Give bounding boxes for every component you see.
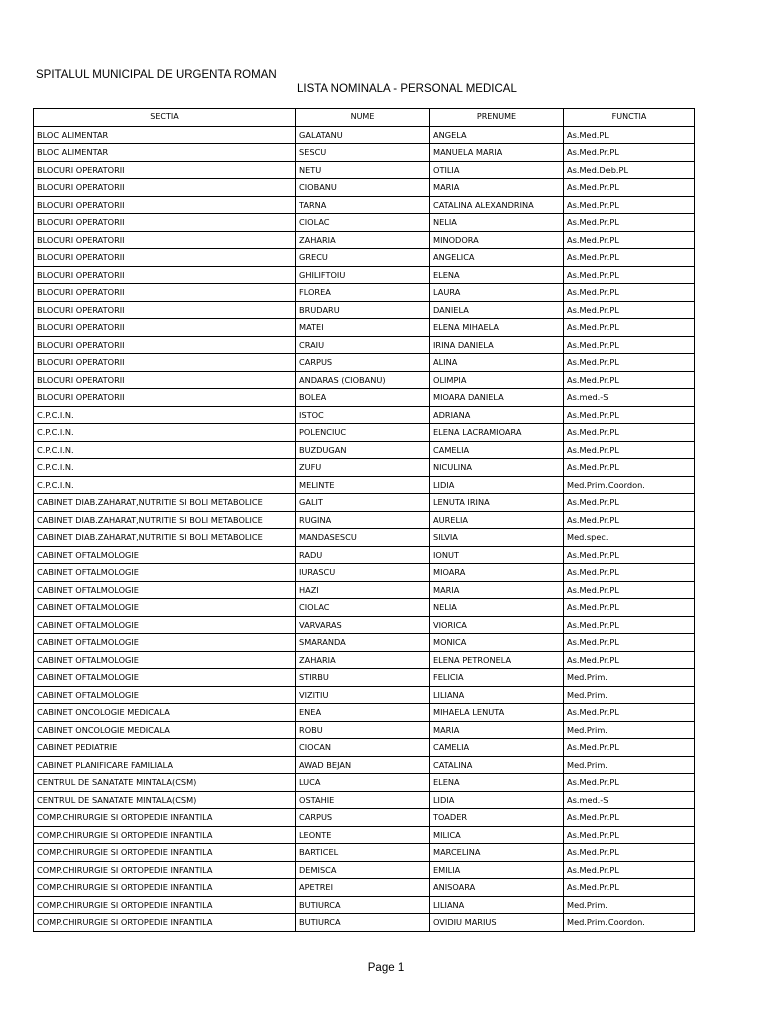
cell-nume: OSTAHIE [296,791,430,809]
cell-functia: As.Med.Pr.PL [564,266,695,284]
table-row [34,424,695,442]
cell-nume: POLENCIUC [296,424,430,442]
cell-sectia: BLOCURI OPERATORII [34,354,296,372]
cell-functia: As.Med.Pr.PL [564,581,695,599]
cell-sectia: BLOCURI OPERATORII [34,284,296,302]
table-row [34,721,695,739]
cell-prenume: MIOARA DANIELA [430,389,564,407]
cell-functia: As.Med.Pr.PL [564,599,695,617]
table-row [34,896,695,914]
table-row [34,669,695,687]
cell-sectia: C.P.C.I.N. [34,424,296,442]
cell-sectia: CABINET DIAB.ZAHARAT,NUTRITIE SI BOLI METABOLICE [34,511,296,529]
cell-functia: As.Med.Pr.PL [564,406,695,424]
cell-sectia: COMP.CHIRURGIE SI ORTOPEDIE INFANTILA [34,826,296,844]
cell-nume: FLOREA [296,284,430,302]
cell-prenume: DANIELA [430,301,564,319]
cell-functia: As.Med.Pr.PL [564,564,695,582]
cell-nume: LEONTE [296,826,430,844]
cell-sectia: C.P.C.I.N. [34,459,296,477]
cell-prenume: LILIANA [430,896,564,914]
cell-nume: STIRBU [296,669,430,687]
cell-nume: CIOBANU [296,179,430,197]
cell-sectia: BLOCURI OPERATORII [34,319,296,337]
cell-prenume: OLIMPIA [430,371,564,389]
cell-prenume: LIDIA [430,791,564,809]
cell-prenume: ANGELICA [430,249,564,267]
cell-sectia: CABINET OFTALMOLOGIE [34,581,296,599]
table-row [34,861,695,879]
cell-prenume: LAURA [430,284,564,302]
cell-nume: IURASCU [296,564,430,582]
table-row [34,196,695,214]
cell-prenume: MONICA [430,634,564,652]
cell-sectia: CABINET PLANIFICARE FAMILIALA [34,756,296,774]
cell-nume: ZAHARIA [296,651,430,669]
cell-prenume: ALINA [430,354,564,372]
table-row [34,879,695,897]
table-row [34,844,695,862]
cell-nume: GRECU [296,249,430,267]
cell-sectia: COMP.CHIRURGIE SI ORTOPEDIE INFANTILA [34,879,296,897]
cell-prenume: IONUT [430,546,564,564]
cell-sectia: BLOCURI OPERATORII [34,231,296,249]
cell-nume: SMARANDA [296,634,430,652]
table-row [34,774,695,792]
cell-functia: As.Med.Pr.PL [564,144,695,162]
cell-functia: As.Med.Pr.PL [564,879,695,897]
cell-prenume: ELENA [430,266,564,284]
cell-functia: As.Med.Pr.PL [564,179,695,197]
cell-sectia: C.P.C.I.N. [34,441,296,459]
cell-functia: As.Med.Pr.PL [564,634,695,652]
table-row [34,791,695,809]
cell-functia: As.Med.Pr.PL [564,739,695,757]
cell-nume: CRAIU [296,336,430,354]
cell-sectia: BLOCURI OPERATORII [34,389,296,407]
cell-nume: BRUDARU [296,301,430,319]
cell-nume: ZUFU [296,459,430,477]
cell-nume: TARNA [296,196,430,214]
cell-functia: As.Med.Pr.PL [564,319,695,337]
cell-functia: Med.Prim. [564,756,695,774]
cell-nume: ENEA [296,704,430,722]
cell-prenume: MANUELA MARIA [430,144,564,162]
table-row [34,546,695,564]
cell-nume: HAZI [296,581,430,599]
table-row [34,179,695,197]
column-header-sectia: SECTIA [34,109,296,127]
cell-nume: MATEI [296,319,430,337]
cell-prenume: ADRIANA [430,406,564,424]
cell-nume: MANDASESCU [296,529,430,547]
table-row [34,266,695,284]
table-row [34,336,695,354]
cell-functia: As.Med.Pr.PL [564,424,695,442]
cell-functia: As.Med.Pr.PL [564,774,695,792]
cell-functia: Med.Prim. [564,721,695,739]
cell-nume: VARVARAS [296,616,430,634]
cell-functia: As.Med.Pr.PL [564,231,695,249]
table-row [34,826,695,844]
cell-nume: CIOLAC [296,599,430,617]
cell-sectia: CABINET OFTALMOLOGIE [34,564,296,582]
table-body [34,126,695,931]
cell-nume: GHILIFTOIU [296,266,430,284]
cell-prenume: LILIANA [430,686,564,704]
cell-functia: Med.Prim.Coordon. [564,476,695,494]
cell-prenume: ELENA [430,774,564,792]
table-row [34,739,695,757]
cell-nume: SESCU [296,144,430,162]
cell-functia: As.Med.Pr.PL [564,336,695,354]
cell-functia: As.Med.Pr.PL [564,704,695,722]
cell-sectia: COMP.CHIRURGIE SI ORTOPEDIE INFANTILA [34,809,296,827]
cell-nume: CARPUS [296,809,430,827]
table-row [34,354,695,372]
cell-functia: Med.Prim. [564,896,695,914]
cell-nume: ZAHARIA [296,231,430,249]
cell-prenume: ANGELA [430,126,564,144]
table-row [34,599,695,617]
cell-nume: BARTICEL [296,844,430,862]
document-title: LISTA NOMINALA - PERSONAL MEDICAL [297,83,517,95]
cell-prenume: OTILIA [430,161,564,179]
cell-sectia: BLOCURI OPERATORII [34,301,296,319]
cell-sectia: BLOCURI OPERATORII [34,196,296,214]
cell-prenume: MARCELINA [430,844,564,862]
table-row [34,581,695,599]
cell-sectia: CENTRUL DE SANATATE MINTALA(CSM) [34,774,296,792]
cell-sectia: BLOC ALIMENTAR [34,144,296,162]
cell-functia: As.Med.Pr.PL [564,809,695,827]
cell-sectia: BLOC ALIMENTAR [34,126,296,144]
cell-sectia: CABINET OFTALMOLOGIE [34,599,296,617]
cell-nume: ANDARAS (CIOBANU) [296,371,430,389]
hospital-name: SPITALUL MUNICIPAL DE URGENTA ROMAN [36,69,277,81]
cell-functia: As.med.-S [564,791,695,809]
personnel-table [33,108,695,932]
table-row [34,634,695,652]
cell-functia: As.Med.Pr.PL [564,301,695,319]
cell-nume: NETU [296,161,430,179]
table-row [34,704,695,722]
table-row [34,809,695,827]
cell-functia: As.Med.Pr.PL [564,826,695,844]
cell-nume: CARPUS [296,354,430,372]
cell-functia: As.Med.Pr.PL [564,441,695,459]
cell-prenume: ELENA PETRONELA [430,651,564,669]
cell-functia: As.Med.Pr.PL [564,459,695,477]
cell-nume: GALIT [296,494,430,512]
cell-sectia: CABINET OFTALMOLOGIE [34,634,296,652]
table-row [34,319,695,337]
cell-nume: ISTOC [296,406,430,424]
table-row [34,214,695,232]
cell-functia: Med.Prim.Coordon. [564,914,695,932]
cell-sectia: BLOCURI OPERATORII [34,371,296,389]
table-row [34,301,695,319]
cell-nume: RADU [296,546,430,564]
cell-nume: DEMISCA [296,861,430,879]
cell-prenume: CATALINA ALEXANDRINA [430,196,564,214]
cell-prenume: NELIA [430,599,564,617]
table-row [34,511,695,529]
cell-sectia: CABINET DIAB.ZAHARAT,NUTRITIE SI BOLI METABOLICE [34,494,296,512]
cell-functia: Med.Prim. [564,669,695,687]
table-row [34,914,695,932]
table-row [34,616,695,634]
cell-sectia: COMP.CHIRURGIE SI ORTOPEDIE INFANTILA [34,896,296,914]
cell-functia: Med.Prim. [564,686,695,704]
cell-prenume: CAMELIA [430,739,564,757]
cell-sectia: CABINET OFTALMOLOGIE [34,686,296,704]
table-row [34,459,695,477]
cell-sectia: CABINET ONCOLOGIE MEDICALA [34,704,296,722]
cell-prenume: ELENA LACRAMIOARA [430,424,564,442]
table-row [34,494,695,512]
table-row [34,144,695,162]
table-row [34,406,695,424]
table-row [34,284,695,302]
cell-functia: As.Med.Pr.PL [564,284,695,302]
cell-sectia: BLOCURI OPERATORII [34,249,296,267]
cell-prenume: MARIA [430,179,564,197]
cell-nume: BUTIURCA [296,896,430,914]
cell-nume: LUCA [296,774,430,792]
cell-nume: AWAD BEJAN [296,756,430,774]
cell-sectia: CABINET OFTALMOLOGIE [34,669,296,687]
cell-prenume: TOADER [430,809,564,827]
table-row [34,686,695,704]
cell-prenume: NICULINA [430,459,564,477]
table-row [34,564,695,582]
cell-functia: Med.spec. [564,529,695,547]
table-row [34,756,695,774]
cell-sectia: CABINET ONCOLOGIE MEDICALA [34,721,296,739]
table-row [34,476,695,494]
cell-sectia: BLOCURI OPERATORII [34,161,296,179]
cell-prenume: ELENA MIHAELA [430,319,564,337]
cell-nume: RUGINA [296,511,430,529]
cell-sectia: CABINET OFTALMOLOGIE [34,616,296,634]
column-header-prenume: PRENUME [430,109,564,127]
cell-prenume: ANISOARA [430,879,564,897]
cell-prenume: MILICA [430,826,564,844]
cell-nume: BUZDUGAN [296,441,430,459]
cell-prenume: EMILIA [430,861,564,879]
cell-prenume: MIHAELA LENUTA [430,704,564,722]
cell-sectia: BLOCURI OPERATORII [34,336,296,354]
cell-nume: GALATANU [296,126,430,144]
column-header-functia: FUNCTIA [564,109,695,127]
table-row [34,231,695,249]
cell-sectia: CABINET OFTALMOLOGIE [34,546,296,564]
cell-functia: As.Med.Deb.PL [564,161,695,179]
cell-functia: As.Med.Pr.PL [564,844,695,862]
cell-sectia: COMP.CHIRURGIE SI ORTOPEDIE INFANTILA [34,914,296,932]
table-row [34,161,695,179]
cell-prenume: MINODORA [430,231,564,249]
cell-prenume: CATALINA [430,756,564,774]
cell-functia: As.Med.Pr.PL [564,511,695,529]
cell-functia: As.Med.Pr.PL [564,214,695,232]
cell-nume: ROBU [296,721,430,739]
table-row [34,441,695,459]
cell-sectia: C.P.C.I.N. [34,476,296,494]
cell-prenume: SILVIA [430,529,564,547]
table-row [34,249,695,267]
cell-sectia: CABINET DIAB.ZAHARAT,NUTRITIE SI BOLI METABOLICE [34,529,296,547]
cell-sectia: BLOCURI OPERATORII [34,179,296,197]
cell-prenume: CAMELIA [430,441,564,459]
cell-prenume: IRINA DANIELA [430,336,564,354]
cell-nume: CIOCAN [296,739,430,757]
cell-nume: BUTIURCA [296,914,430,932]
cell-sectia: COMP.CHIRURGIE SI ORTOPEDIE INFANTILA [34,861,296,879]
cell-nume: CIOLAC [296,214,430,232]
table-row [34,371,695,389]
cell-functia: As.Med.Pr.PL [564,249,695,267]
cell-prenume: LENUTA IRINA [430,494,564,512]
cell-functia: As.med.-S [564,389,695,407]
cell-nume: VIZITIU [296,686,430,704]
cell-functia: As.Med.Pr.PL [564,354,695,372]
table-row [34,529,695,547]
cell-prenume: LIDIA [430,476,564,494]
cell-prenume: AURELIA [430,511,564,529]
cell-functia: As.Med.Pr.PL [564,546,695,564]
table-row [34,126,695,144]
cell-prenume: OVIDIU MARIUS [430,914,564,932]
cell-prenume: NELIA [430,214,564,232]
cell-sectia: BLOCURI OPERATORII [34,266,296,284]
table-row [34,651,695,669]
cell-functia: As.Med.Pr.PL [564,861,695,879]
table-row [34,389,695,407]
cell-prenume: MARIA [430,721,564,739]
cell-sectia: BLOCURI OPERATORII [34,214,296,232]
cell-sectia: CENTRUL DE SANATATE MINTALA(CSM) [34,791,296,809]
cell-sectia: CABINET OFTALMOLOGIE [34,651,296,669]
cell-prenume: VIORICA [430,616,564,634]
page-number: Page 1 [367,962,405,974]
cell-sectia: C.P.C.I.N. [34,406,296,424]
cell-functia: As.Med.Pr.PL [564,494,695,512]
cell-functia: As.Med.PL [564,126,695,144]
table-header-row [34,109,695,127]
cell-prenume: MARIA [430,581,564,599]
cell-prenume: MIOARA [430,564,564,582]
cell-nume: BOLEA [296,389,430,407]
cell-functia: As.Med.Pr.PL [564,616,695,634]
cell-functia: As.Med.Pr.PL [564,371,695,389]
cell-nume: MELINTE [296,476,430,494]
cell-functia: As.Med.Pr.PL [564,196,695,214]
cell-sectia: CABINET PEDIATRIE [34,739,296,757]
column-header-nume: NUME [296,109,430,127]
cell-prenume: FELICIA [430,669,564,687]
cell-sectia: COMP.CHIRURGIE SI ORTOPEDIE INFANTILA [34,844,296,862]
cell-functia: As.Med.Pr.PL [564,651,695,669]
cell-nume: APETREI [296,879,430,897]
